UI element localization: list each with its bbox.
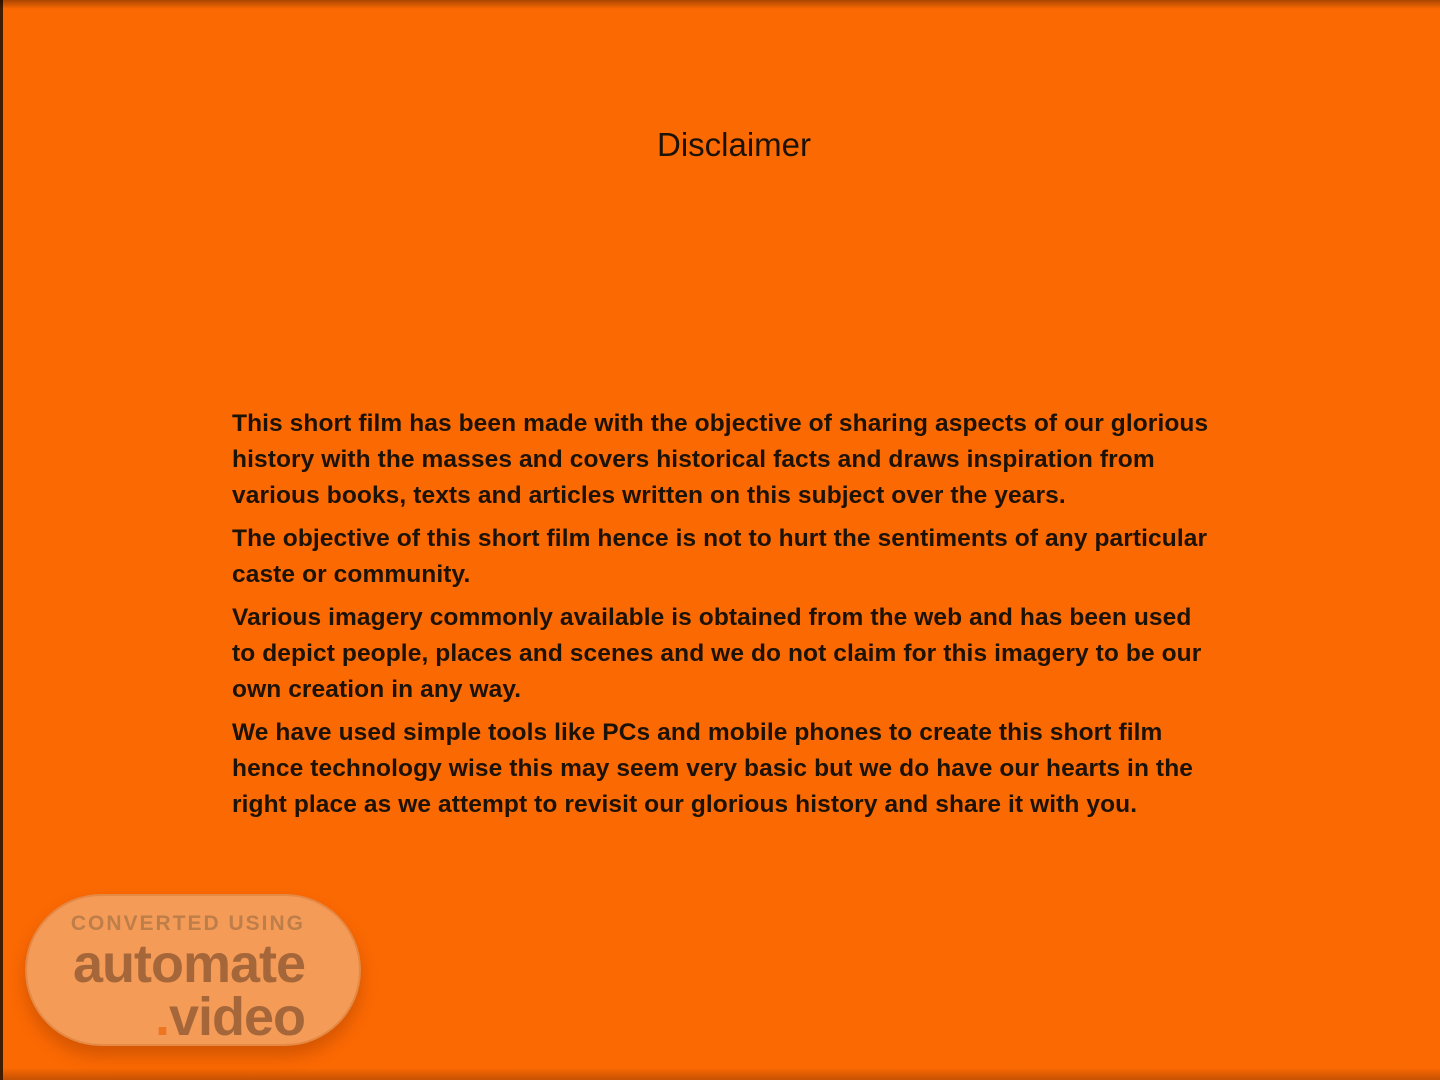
disclaimer-paragraph: The objective of this short film hence is not to hurt the sentiments of any particular caste or community. (232, 525, 1208, 588)
disclaimer-paragraph: This short film has been made with the objective of sharing aspects of our glorious history with the masses and covers historical facts and draws inspiration from various books, texts and articles written on this subject over the years. (232, 410, 1209, 509)
watermark-dot: . (154, 987, 169, 1046)
disclaimer-paragraph: Various imagery commonly available is obtained from the web and has been used to depict people, places and scenes and we do not claim for this imagery to be our own creation in any way. (232, 604, 1202, 703)
watermark-brand-automate (27, 934, 305, 994)
disclaimer-text-block (232, 406, 1217, 830)
top-edge-shading (0, 0, 1440, 9)
slide-title: Disclaimer (656, 126, 811, 163)
disclaimer-paragraph: We have used simple tools like PCs and mobile phones to create this short film hence technology wise this may seem very basic but we do have our hearts in the right place as we attempt to revisit our glorious history and share it with you. (232, 719, 1193, 818)
left-edge-border (0, 0, 3, 1080)
bottom-edge-shading (0, 1068, 1440, 1080)
watermark-brand-main-text: automate (72, 934, 305, 994)
watermark-brand-suffix-text: video (168, 987, 305, 1046)
watermark-badge (25, 894, 361, 1046)
watermark-caption: CONVERTED USING (70, 912, 305, 935)
watermark-brand-video (27, 987, 305, 1046)
